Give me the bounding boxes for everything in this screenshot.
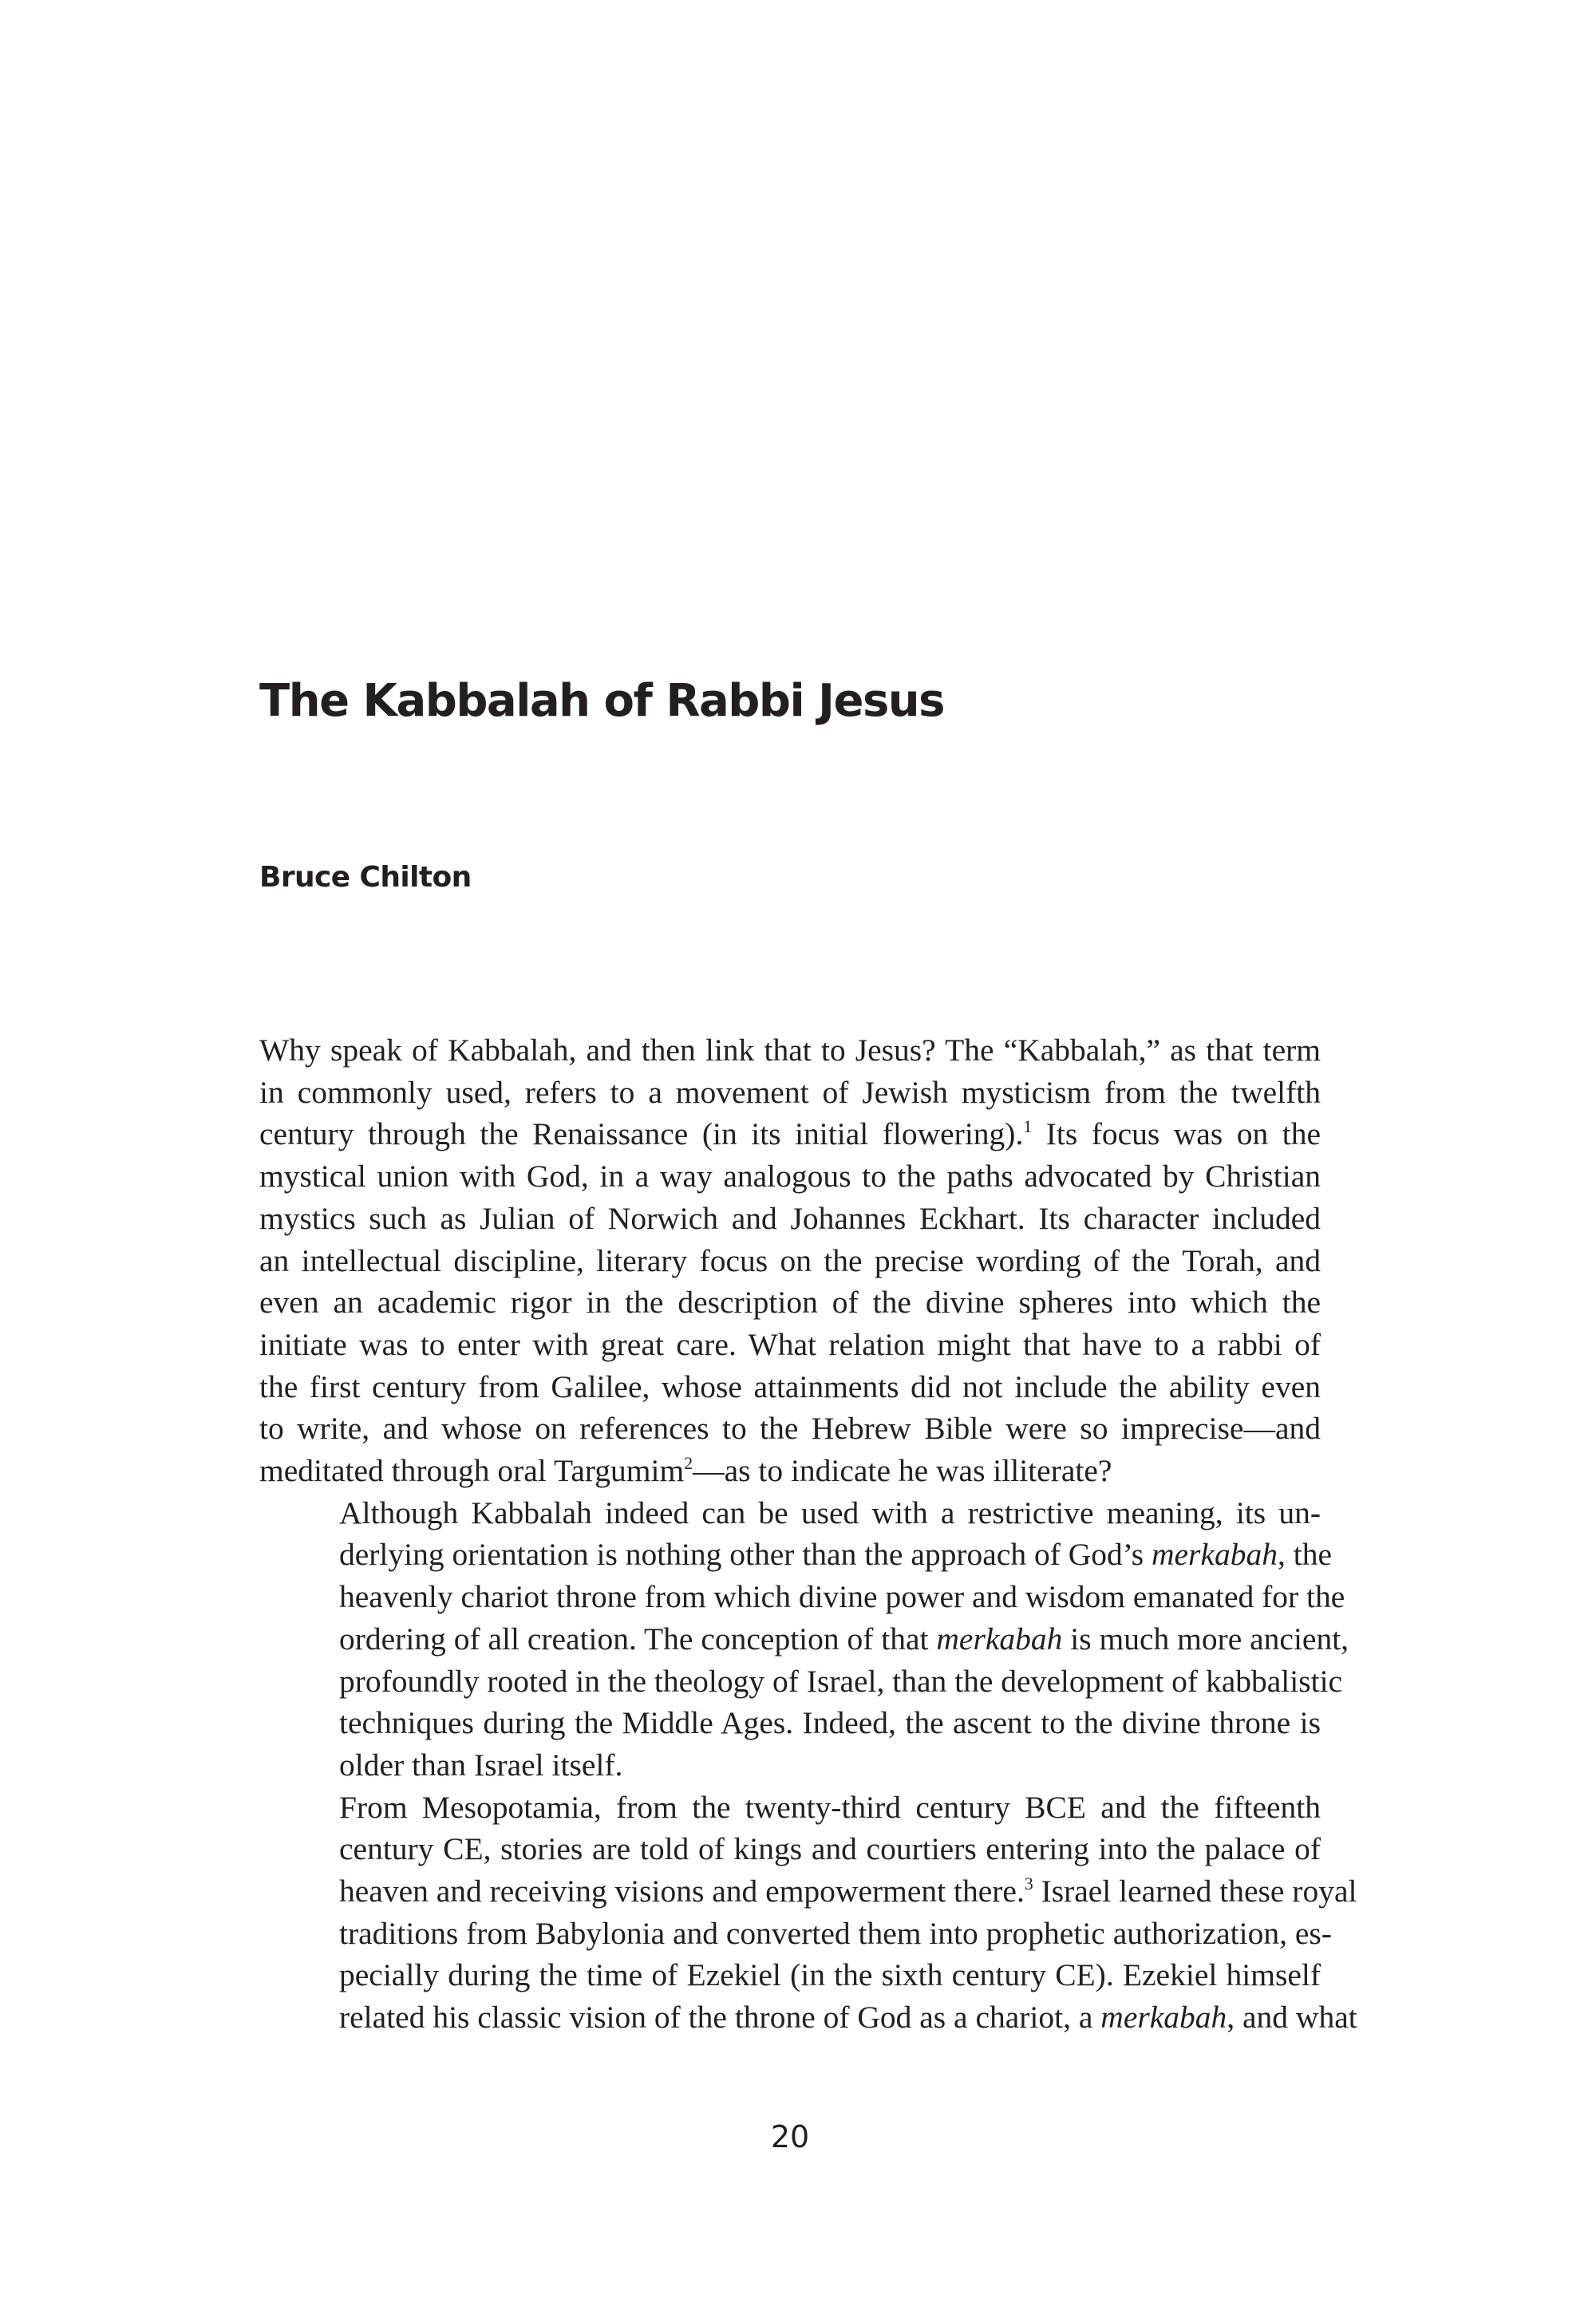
text-line: century through the Renaissance (in its initial flowering).$^1$ Its focus was on the xyxy=(259,1116,1321,1152)
text-line: the first century from Galilee, whose attainments did not include the ability even xyxy=(259,1368,1321,1404)
text-line: From Mesopotamia, from the twenty-third century BCE and the fifteenth xyxy=(339,1789,1321,1825)
text-line: derlying orientation is nothing other than the approach of God’s merkabah, the xyxy=(339,1537,1332,1573)
footnote-marker-1: 1 xyxy=(1023,1117,1033,1137)
italic-term: merkabah xyxy=(1100,2000,1227,2036)
text-line: an intellectual discipline, literary focus on the precise wording of the Torah, and xyxy=(259,1242,1321,1278)
paragraph-1 xyxy=(259,1029,1321,1492)
paragraph-2 xyxy=(259,1492,1349,1787)
text-line: heaven and receiving visions and empowerment there.$^3$ Israel learned these royal xyxy=(339,1874,1357,1909)
text-line: initiate was to enter with great care. What relation might that have to a rabbi of xyxy=(259,1326,1321,1362)
text-line: profoundly rooted in the theology of Israel, than the development of kabbalistic xyxy=(339,1663,1343,1699)
text-line: older than Israel itself. xyxy=(339,1747,623,1783)
footnote-marker-3: 3 xyxy=(1024,1874,1033,1893)
text-line: Why speak of Kabbalah, and then link that to Jesus? The “Kabbalah,” as that term xyxy=(259,1033,1321,1068)
text-line: to write, and whose on references to the Hebrew Bible were so imprecise—and xyxy=(259,1411,1321,1447)
text-line: traditions from Babylonia and converted them into prophetic authorization, es- xyxy=(339,1915,1332,1951)
text-line: ordering of all creation. The conception of that merkabah is much more ancient, xyxy=(339,1621,1349,1657)
text-line: Although Kabbalah indeed can be used with a restrictive meaning, its un- xyxy=(339,1495,1321,1530)
text-line: in commonly used, refers to a movement of Jewish mysticism from the twelfth xyxy=(259,1074,1321,1110)
body-text xyxy=(259,1029,1357,2039)
text-line: heavenly chariot throne from which divine power and wisdom emanated for the xyxy=(339,1579,1345,1615)
paragraph-3 xyxy=(259,1787,1357,2039)
italic-term: merkabah xyxy=(1152,1537,1278,1573)
text-line: mystics such as Julian of Norwich and Johannes Eckhart. Its character included xyxy=(259,1200,1321,1236)
text-line: century CE, stories are told of kings and courtiers entering into the palace of xyxy=(339,1831,1321,1867)
footnote-marker-2: 2 xyxy=(684,1453,693,1473)
italic-term: merkabah xyxy=(936,1621,1063,1657)
text-line: pecially during the time of Ezekiel (in the sixth century CE). Ezekiel himself xyxy=(339,1957,1321,1993)
text-line: techniques during the Middle Ages. Indeed, the ascent to the divine throne is xyxy=(339,1705,1321,1741)
page-number: 20 xyxy=(770,2119,810,2154)
text-line: related his classic vision of the throne of God as a chariot, a merkabah, and what xyxy=(339,2000,1357,2036)
article-title: The Kabbalah of Rabbi Jesus xyxy=(259,675,944,727)
text-line: meditated through oral Targumim$^2$—as to indicate he was illiterate? xyxy=(259,1453,1112,1489)
author-name: Bruce Chilton xyxy=(259,861,472,894)
text-line: mystical union with God, in a way analogous to the paths advocated by Christian xyxy=(259,1159,1321,1195)
text-line: even an academic rigor in the description of the divine spheres into which the xyxy=(259,1285,1321,1321)
